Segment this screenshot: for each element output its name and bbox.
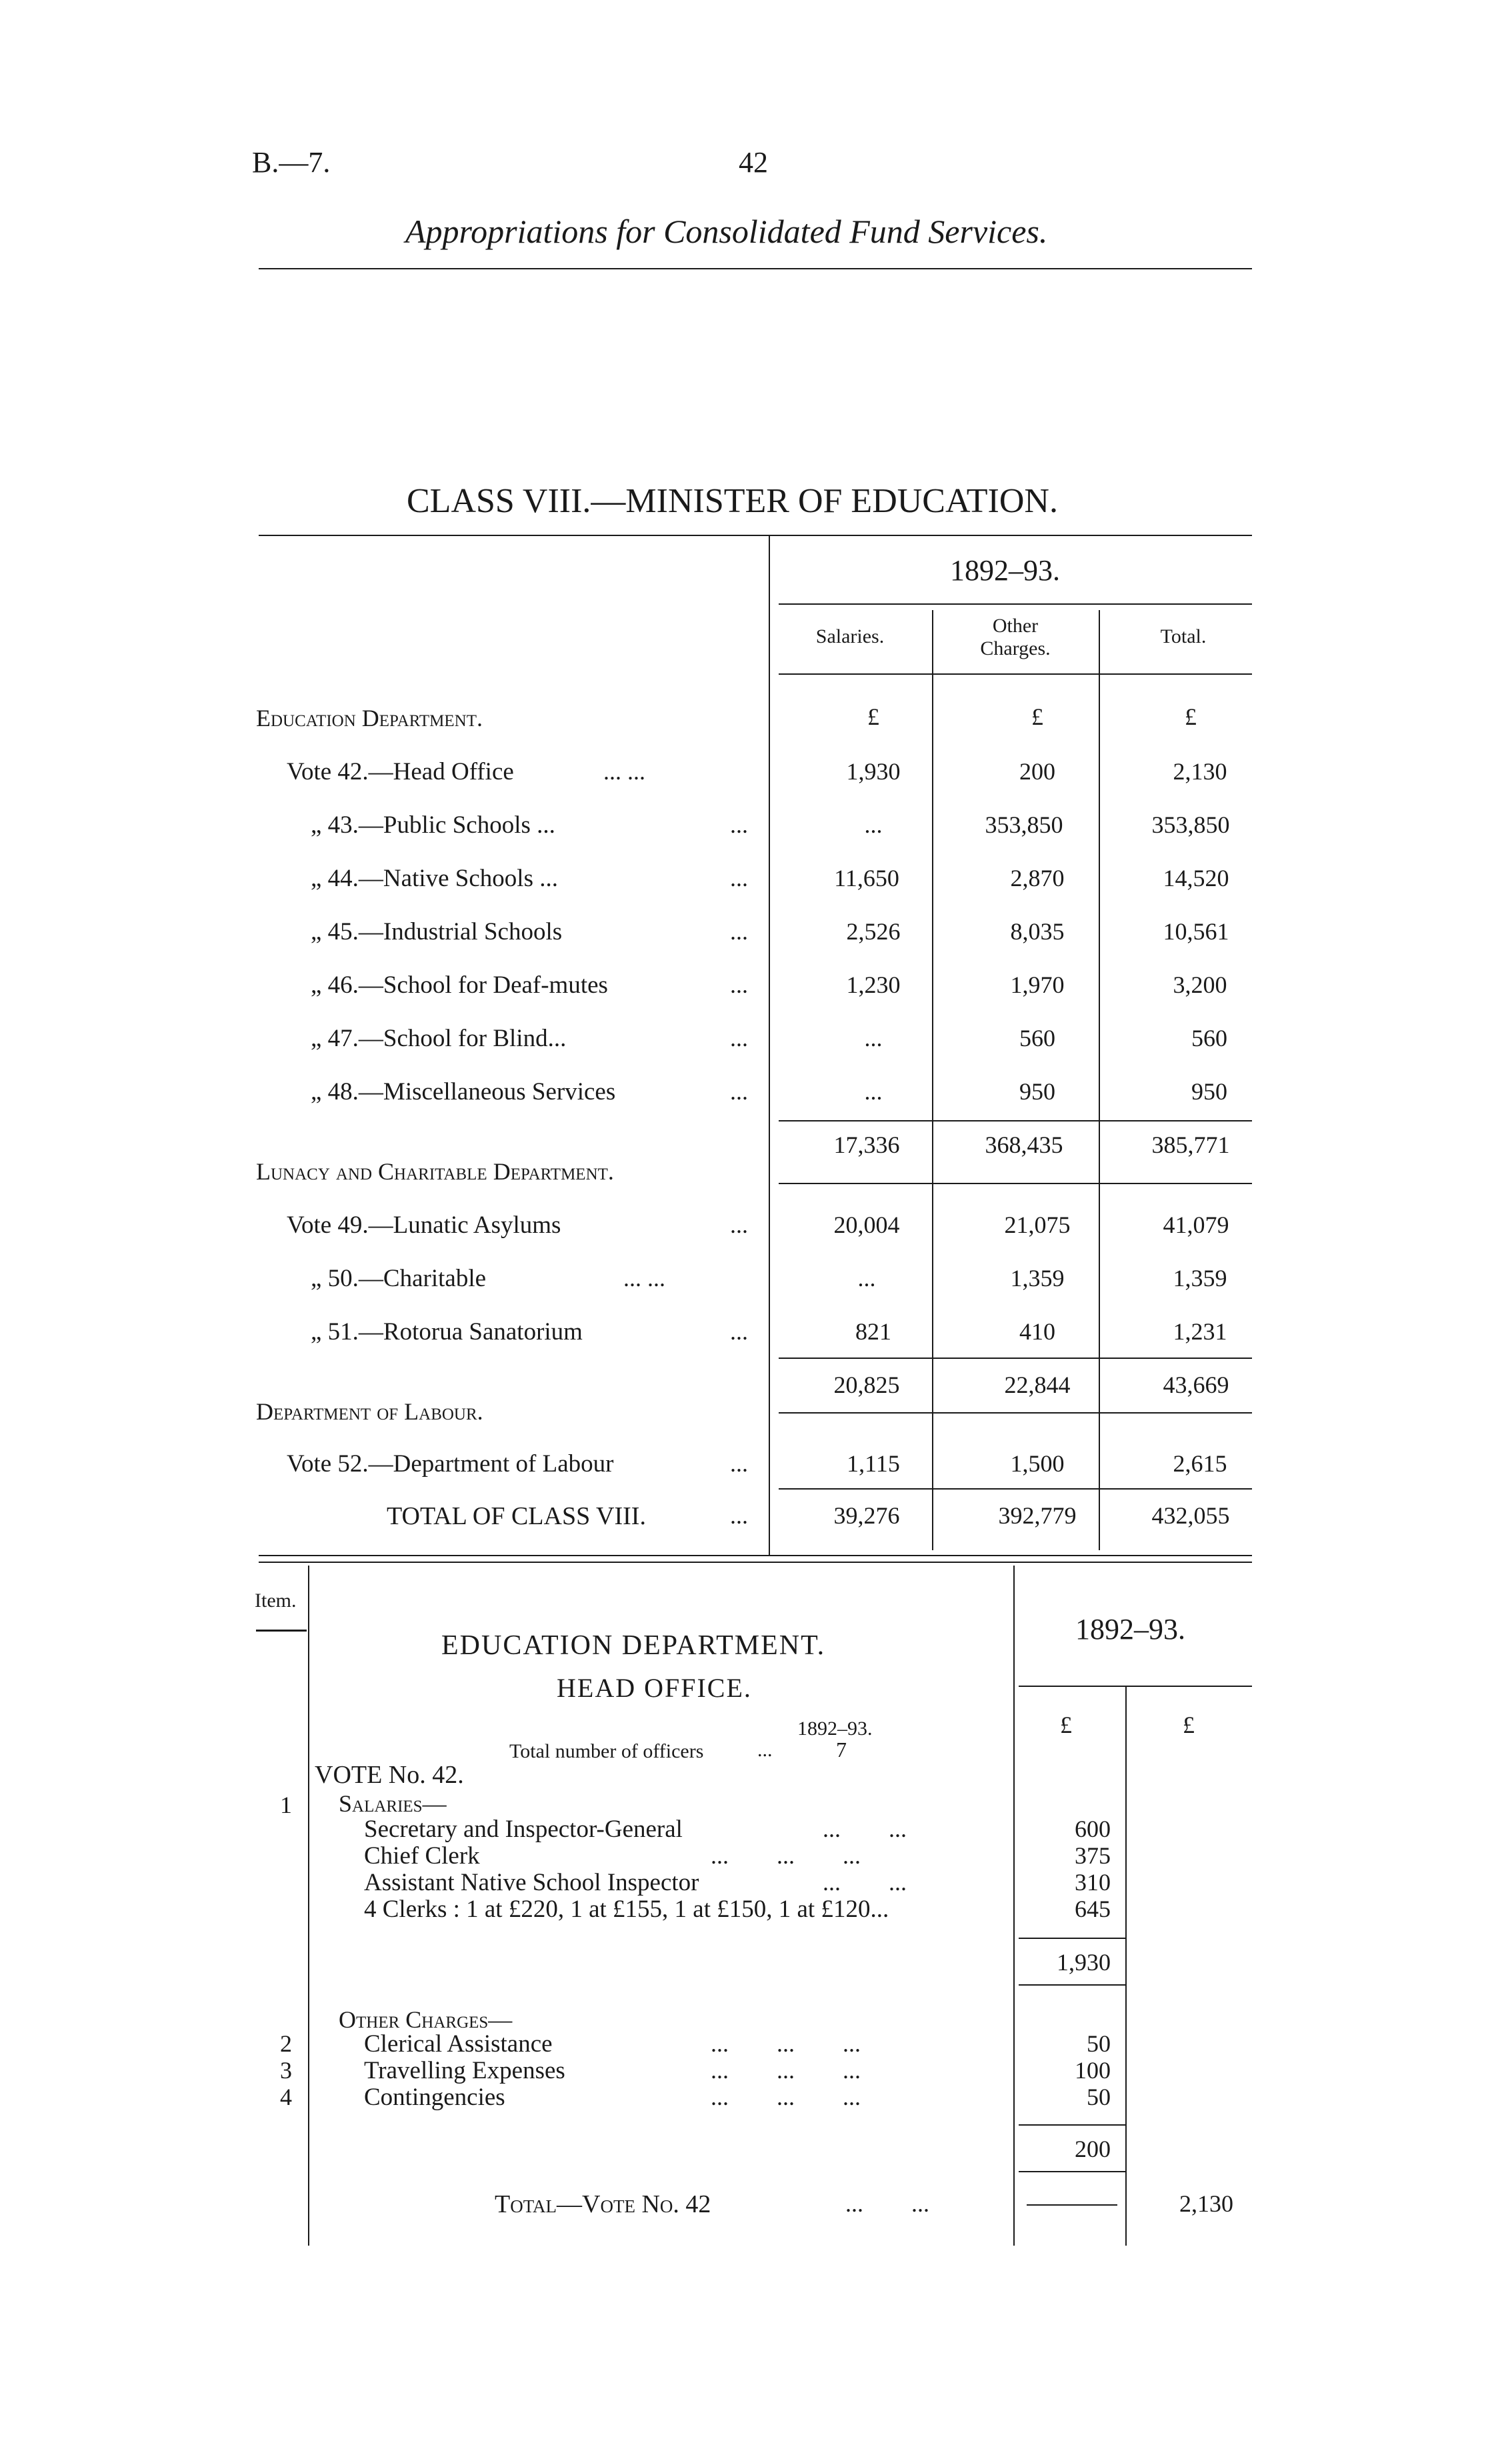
line-dots: ... ... ... [711, 2030, 861, 2057]
cell-total: 10,561 [1163, 918, 1229, 945]
cell-total: 14,520 [1163, 865, 1229, 891]
edu-subtotal-total: 385,771 [1151, 1131, 1230, 1158]
class-title: CLASS VIII.—MINISTER OF EDUCATION. [407, 482, 1058, 520]
cell-other: 1,359 [1010, 1265, 1065, 1292]
row-leader-dots: ... [730, 1502, 748, 1529]
cell-salaries: ... [864, 1078, 883, 1105]
cell-other: 410 [1019, 1318, 1055, 1345]
lunacy-subtotal-rule [779, 1358, 1252, 1359]
section-heading-education: Education Department. [256, 705, 483, 731]
summary-year-rule [779, 603, 1252, 605]
row-leader-dots: ... [730, 1078, 748, 1105]
edu-subtotal-salaries: 17,336 [833, 1131, 900, 1158]
cell-other: 560 [1019, 1025, 1055, 1051]
col-header-salaries: Salaries. [815, 625, 885, 647]
col-header-total: Total. [1160, 625, 1207, 647]
document-reference: B.—7. [252, 146, 331, 179]
item-number: 3 [280, 2057, 292, 2084]
row-leader-dots: ... [730, 1211, 748, 1238]
cell-salaries: ... [864, 1025, 883, 1051]
item-header-rule [256, 1630, 307, 1632]
col-header-other-2: Charges. [980, 637, 1051, 659]
currency-other: £ [1031, 703, 1043, 730]
summary-left-border [769, 535, 770, 1555]
cell-salaries: ... [857, 1265, 876, 1292]
cell-other: 1,500 [1010, 1450, 1065, 1477]
line-amount: 50 [1087, 2084, 1111, 2110]
line-amount: 645 [1075, 1896, 1111, 1922]
detail-year: 1892–93. [1075, 1613, 1185, 1646]
currency-right: £ [1183, 1712, 1195, 1738]
line-amount: 600 [1075, 1816, 1111, 1842]
edu-subtotal-other: 368,435 [985, 1131, 1063, 1158]
currency-total: £ [1185, 703, 1197, 730]
vote-total-rule [1027, 2204, 1117, 2206]
section-heading-lunacy: Lunacy and Charitable Department. [256, 1158, 614, 1185]
cell-total: 950 [1191, 1078, 1227, 1105]
salaries-subtotal-rule [1019, 1938, 1125, 1939]
line-dots: ... ... ... [711, 1842, 861, 1869]
cell-total: 3,200 [1173, 971, 1227, 998]
class-total-other: 392,779 [998, 1502, 1077, 1529]
vote-total-label: Total—Vote No. 42 [495, 2190, 711, 2218]
line-dots: ... ... [823, 1816, 907, 1842]
row-label: Vote 42.—Head Office [287, 758, 514, 785]
cell-total: 560 [1191, 1025, 1227, 1051]
cell-other: 200 [1019, 758, 1055, 785]
labour-top-rule [779, 1412, 1252, 1414]
detail-year-rule [1019, 1686, 1252, 1687]
line-label: Clerical Assistance [364, 2030, 553, 2058]
cell-salaries: 1,230 [846, 971, 901, 998]
detail-amount-divider [1125, 1687, 1127, 2246]
page-number: 42 [739, 146, 768, 179]
cell-salaries: 1,115 [847, 1450, 900, 1477]
row-leader-dots: ... ... [603, 758, 645, 785]
row-label: „ 47.—School for Blind... [311, 1025, 567, 1052]
vote-total-amount: 2,130 [1179, 2190, 1233, 2217]
line-label: Contingencies [364, 2084, 505, 2111]
row-leader-dots: ... [730, 1025, 748, 1051]
edu-subtotal-rule [779, 1120, 1252, 1121]
vote-heading: VOTE No. 42. [315, 1761, 464, 1789]
dept-heading: EDUCATION DEPARTMENT. [441, 1630, 826, 1661]
currency-left: £ [1060, 1712, 1072, 1738]
cell-total: 1,359 [1173, 1265, 1227, 1292]
officers-year: 1892–93. [797, 1718, 873, 1740]
summary-bottom-rule-2 [259, 1562, 1252, 1563]
item-number: 1 [280, 1792, 292, 1818]
line-amount: 50 [1087, 2030, 1111, 2057]
class-total-label: TOTAL OF CLASS VIII. [387, 1502, 646, 1530]
line-label: Assistant Native School Inspector [364, 1869, 699, 1896]
summary-header-rule [779, 673, 1252, 675]
row-label: „ 45.—Industrial Schools [311, 918, 563, 945]
row-leader-dots: ... [730, 811, 748, 838]
cell-salaries: 1,930 [846, 758, 901, 785]
line-dots: ... ... [823, 1869, 907, 1896]
header-rule [259, 268, 1252, 269]
cell-salaries: ... [864, 811, 883, 838]
cell-total: 2,615 [1173, 1450, 1227, 1477]
summary-bottom-rule-1 [259, 1555, 1252, 1556]
row-leader-dots: ... [730, 865, 748, 891]
row-label: Vote 49.—Lunatic Asylums [287, 1211, 561, 1239]
lunacy-top-rule [779, 1183, 1252, 1184]
line-amount: 310 [1075, 1869, 1111, 1896]
row-label: „ 43.—Public Schools ... [311, 811, 555, 839]
row-leader-dots: ... [730, 918, 748, 945]
row-leader-dots: ... [730, 971, 748, 998]
cell-total: 1,231 [1173, 1318, 1227, 1345]
detail-amount-border [1013, 1566, 1015, 2246]
vote-total-dots: ... ... [845, 2190, 929, 2217]
line-dots: ... ... ... [711, 2084, 861, 2110]
item-number: 4 [280, 2084, 292, 2110]
cell-total: 41,079 [1163, 1211, 1229, 1238]
line-amount: 100 [1075, 2057, 1111, 2084]
section-heading-labour: Department of Labour. [256, 1398, 483, 1425]
currency-salaries: £ [867, 703, 879, 730]
lunacy-subtotal-total: 43,669 [1163, 1372, 1229, 1398]
item-column-header: Item. [255, 1590, 297, 1612]
cell-other: 950 [1019, 1078, 1055, 1105]
cell-other: 21,075 [1004, 1211, 1071, 1238]
item-number: 2 [280, 2030, 292, 2057]
row-label: „ 51.—Rotorua Sanatorium [311, 1318, 583, 1346]
line-label: Travelling Expenses [364, 2057, 565, 2084]
other-subtotal-rule [1019, 2124, 1125, 2126]
cell-salaries: 821 [855, 1318, 891, 1345]
row-leader-dots: ... [730, 1450, 748, 1477]
line-dots: ... ... ... [711, 2057, 861, 2084]
summary-year: 1892–93. [950, 554, 1060, 587]
cell-other: 8,035 [1010, 918, 1065, 945]
row-leader-dots: ... ... [623, 1265, 665, 1292]
row-label: „ 48.—Miscellaneous Services [311, 1078, 616, 1105]
total-top-rule [779, 1488, 1252, 1490]
other-subtotal: 200 [1075, 2136, 1111, 2162]
officers-count: 7 [836, 1738, 847, 1762]
salaries-subtotal: 1,930 [1057, 1949, 1111, 1976]
cell-other: 2,870 [1010, 865, 1065, 891]
line-label: 4 Clerks : 1 at £220, 1 at £155, 1 at £150, 1 at £120... [364, 1896, 889, 1923]
row-label: „ 44.—Native Schools ... [311, 865, 558, 892]
officers-dots: ... [757, 1739, 773, 1761]
running-title: Appropriations for Consolidated Fund Services. [405, 213, 1048, 250]
other-charges-heading: Other Charges— [339, 2006, 513, 2033]
office-heading: HEAD OFFICE. [557, 1673, 752, 1703]
row-label: „ 50.—Charitable [311, 1265, 487, 1292]
item-column-border [308, 1566, 309, 2246]
cell-salaries: 20,004 [833, 1211, 900, 1238]
lunacy-subtotal-salaries: 20,825 [833, 1372, 900, 1398]
class-total-total: 432,055 [1151, 1502, 1230, 1529]
salaries-heading: Salaries— [339, 1790, 447, 1817]
col-header-other-1: Other [992, 615, 1039, 637]
line-amount: 375 [1075, 1842, 1111, 1869]
line-label: Chief Clerk [364, 1842, 480, 1870]
lunacy-subtotal-other: 22,844 [1004, 1372, 1071, 1398]
line-label: Secretary and Inspector-General [364, 1816, 683, 1843]
officers-label: Total number of officers [509, 1740, 704, 1762]
row-leader-dots: ... [730, 1318, 748, 1345]
salaries-subtotal-bottom-rule [1019, 1984, 1125, 1986]
other-subtotal-bottom-rule [1019, 2171, 1125, 2172]
cell-other: 353,850 [985, 811, 1063, 838]
cell-total: 353,850 [1151, 811, 1230, 838]
cell-total: 2,130 [1173, 758, 1227, 785]
cell-other: 1,970 [1010, 971, 1065, 998]
cell-salaries: 2,526 [846, 918, 901, 945]
cell-salaries: 11,650 [834, 865, 899, 891]
class-total-salaries: 39,276 [833, 1502, 900, 1529]
summary-top-rule [259, 535, 1252, 536]
row-label: Vote 52.—Department of Labour [287, 1450, 614, 1478]
row-label: „ 46.—School for Deaf-mutes [311, 971, 608, 999]
